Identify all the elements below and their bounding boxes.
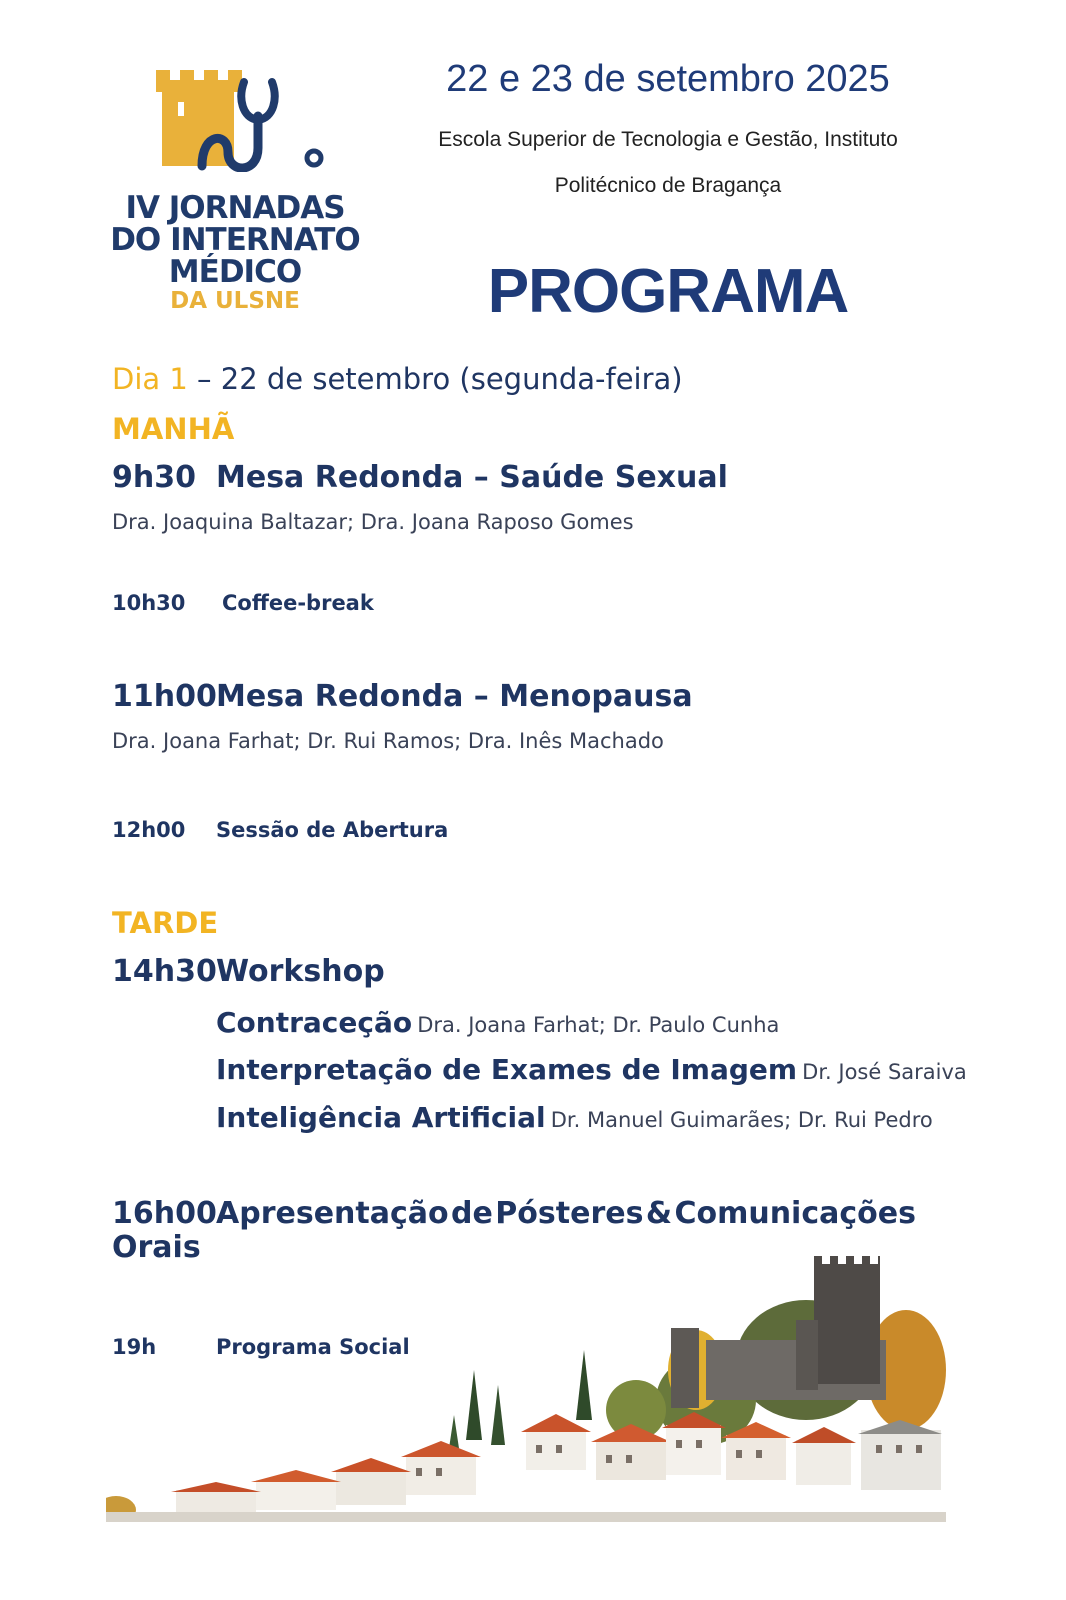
- event-speakers: Dra. Joana Farhat; Dr. Rui Ramos; Dra. Inês Machado: [112, 729, 664, 753]
- workshop-item-speakers: Dr. Manuel Guimarães; Dr. Rui Pedro: [550, 1108, 933, 1132]
- venue-line-1: Escola Superior de Tecnologia e Gestão, Instituto: [438, 128, 898, 151]
- event-title: Workshop: [216, 954, 385, 989]
- event-time: 16h00: [112, 1196, 217, 1231]
- workshop-item: [216, 1053, 967, 1086]
- event-time: 14h30: [112, 954, 217, 989]
- workshop-item-speakers: Dr. José Saraiva: [802, 1060, 967, 1084]
- braganca-castle-illustration: [106, 1240, 946, 1522]
- logo-line-2: DO INTERNATO: [110, 222, 360, 258]
- event-title: [216, 1196, 916, 1231]
- morning-label: MANHÃ: [112, 412, 235, 446]
- workshop-item-title: Interpretação de Exames de Imagem: [216, 1053, 798, 1086]
- logo-line-1: IV JORNADAS: [125, 190, 345, 226]
- page-title: PROGRAMA: [487, 257, 849, 326]
- event-time: 12h00: [112, 818, 186, 842]
- event-title: Mesa Redonda – Saúde Sexual: [216, 460, 728, 495]
- title-word: Pósteres: [495, 1196, 644, 1231]
- event-title: Mesa Redonda – Menopausa: [216, 679, 693, 714]
- day-heading: [112, 362, 683, 396]
- workshop-item: [216, 1101, 933, 1134]
- event-speakers: Dra. Joaquina Baltazar; Dra. Joana Raposo Gomes: [112, 510, 634, 534]
- event-logo: [110, 62, 360, 322]
- event-time: 9h30: [112, 460, 196, 495]
- event-title: Coffee-break: [222, 591, 374, 615]
- title-word: Comunicações: [674, 1196, 916, 1231]
- event-title: Sessão de Abertura: [216, 818, 449, 842]
- title-word: de: [451, 1196, 493, 1231]
- workshop-item-title: Inteligência Artificial: [216, 1101, 546, 1134]
- workshop-item-speakers: Dra. Joana Farhat; Dr. Paulo Cunha: [417, 1013, 780, 1037]
- event-title: Programa Social: [216, 1335, 410, 1359]
- day-date: – 22 de setembro (segunda-feira): [187, 362, 683, 396]
- logo-line-3: MÉDICO: [168, 254, 302, 290]
- event-title-continuation: Orais: [112, 1230, 201, 1265]
- workshop-item: [216, 1006, 779, 1039]
- afternoon-label: TARDE: [112, 906, 219, 940]
- event-date: 22 e 23 de setembro 2025: [446, 58, 890, 100]
- day-label: Dia 1: [112, 362, 188, 396]
- event-time: 19h: [112, 1335, 157, 1359]
- logo-line-4: DA ULSNE: [170, 288, 300, 314]
- event-time: 11h00: [112, 679, 217, 714]
- workshop-item-title: Contraceção: [216, 1006, 413, 1039]
- castle-stethoscope-icon: [154, 62, 334, 172]
- venue-line-2: Politécnico de Bragança: [554, 174, 782, 197]
- title-word: Apresentação: [216, 1196, 449, 1231]
- event-time: 10h30: [112, 591, 186, 615]
- title-word: &: [645, 1196, 673, 1231]
